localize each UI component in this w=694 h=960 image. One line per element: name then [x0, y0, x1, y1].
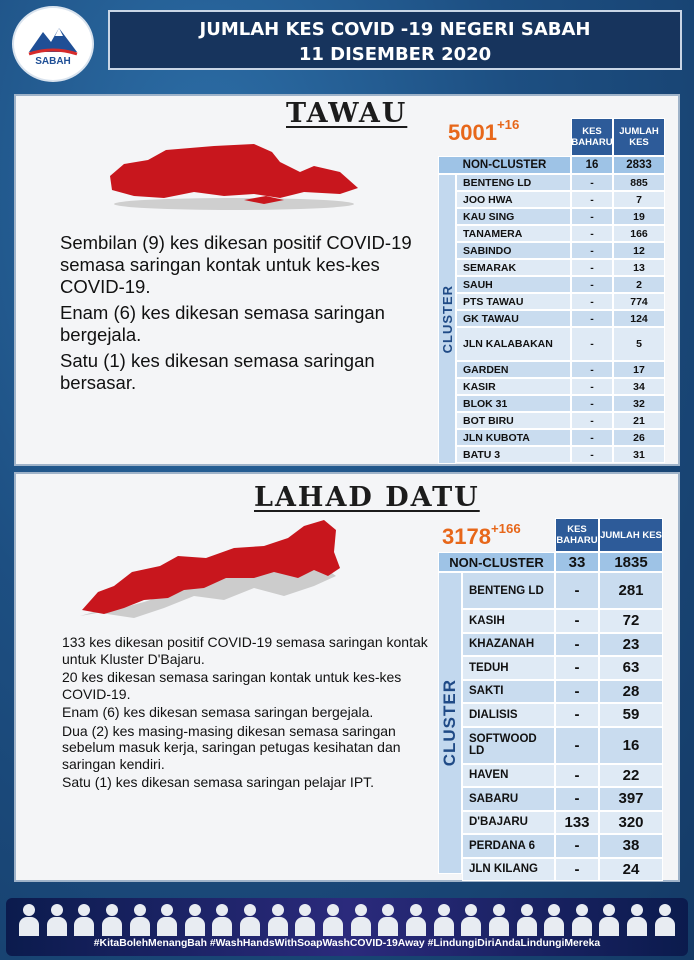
cluster-new-cases: -	[571, 446, 613, 463]
cluster-name: KASIR	[456, 378, 571, 395]
cluster-name: JLN KILANG	[462, 858, 555, 882]
lahad-datu-total	[442, 521, 521, 550]
cluster-name: KASIH	[462, 609, 555, 633]
cluster-total-cases: 12	[613, 242, 665, 259]
cluster-name: JLN KUBOTA	[456, 429, 571, 446]
cluster-new-cases: -	[555, 633, 599, 657]
non-cluster-new: 33	[555, 552, 599, 572]
cluster-new-cases: -	[571, 191, 613, 208]
district-title: LAHAD DATU	[254, 482, 480, 513]
tawau-total	[448, 117, 520, 146]
cluster-total-cases: 124	[613, 310, 665, 327]
column-header-total: JUMLAH KES	[613, 118, 665, 156]
cluster-name: D'BAJARU	[462, 811, 555, 835]
cluster-new-cases: -	[571, 327, 613, 361]
cluster-total-cases: 23	[599, 633, 663, 657]
page-title	[108, 10, 682, 70]
cluster-new-cases: -	[571, 225, 613, 242]
column-header-new: KES BAHARU	[555, 518, 599, 552]
cluster-new-cases: -	[571, 429, 613, 446]
cluster-total-cases: 32	[613, 395, 665, 412]
frontliner-figure-icon	[598, 902, 620, 936]
frontliner-figure-icon	[18, 902, 40, 936]
table-row	[462, 609, 663, 633]
frontliner-figure-icon	[267, 902, 289, 936]
table-row	[456, 361, 665, 378]
total-count: 5001	[448, 120, 497, 145]
cluster-name: SABINDO	[456, 242, 571, 259]
non-cluster-total: 1835	[599, 552, 663, 572]
description-paragraph: Sembilan (9) kes dikesan positif COVID-19 semasa saringan kontak untuk kes-kes COVID-19.	[60, 232, 412, 297]
cluster-total-cases: 17	[613, 361, 665, 378]
non-cluster-row	[438, 156, 665, 174]
table-row	[462, 858, 663, 882]
cluster-total-cases: 22	[599, 764, 663, 788]
cluster-total-cases: 21	[613, 412, 665, 429]
column-header-total: JUMLAH KES	[599, 518, 663, 552]
cluster-total-cases: 2	[613, 276, 665, 293]
table-row	[456, 225, 665, 242]
cluster-total-cases: 13	[613, 259, 665, 276]
tawau-map-icon	[104, 142, 364, 212]
description-paragraph: Enam (6) kes dikesan semasa saringan bergejala.	[62, 704, 374, 720]
non-cluster-label: NON-CLUSTER	[438, 552, 555, 572]
cluster-new-cases: -	[555, 680, 599, 704]
cluster-total-cases: 397	[599, 787, 663, 811]
logo-text: SABAH	[35, 55, 71, 67]
cluster-total-cases: 774	[613, 293, 665, 310]
cluster-name: SAUH	[456, 276, 571, 293]
cluster-new-cases: -	[555, 834, 599, 858]
cluster-name: JOO HWA	[456, 191, 571, 208]
cluster-total-cases: 26	[613, 429, 665, 446]
table-row	[456, 310, 665, 327]
frontliner-figure-icon	[101, 902, 123, 936]
cluster-label	[438, 572, 462, 874]
cluster-name: DIALISIS	[462, 703, 555, 727]
table-row	[456, 293, 665, 310]
cluster-name: GARDEN	[456, 361, 571, 378]
cluster-new-cases: -	[555, 572, 599, 609]
cluster-total-cases: 28	[599, 680, 663, 704]
table-row	[456, 174, 665, 191]
frontliner-figure-icon	[46, 902, 68, 936]
cluster-total-cases: 34	[613, 378, 665, 395]
non-cluster-label: NON-CLUSTER	[438, 156, 571, 174]
frontliner-figure-icon	[73, 902, 95, 936]
cluster-new-cases: 133	[555, 811, 599, 835]
cluster-name: BLOK 31	[456, 395, 571, 412]
table-row	[462, 834, 663, 858]
description-paragraph: Satu (1) kes dikesan semasa saringan pelajar IPT.	[62, 774, 375, 790]
cluster-name: SEMARAK	[456, 259, 571, 276]
district-title: TAWAU	[286, 98, 408, 129]
cluster-new-cases: -	[571, 361, 613, 378]
mountain-emblem-icon	[25, 22, 81, 58]
frontliner-figure-icon	[239, 902, 261, 936]
table-row	[456, 429, 665, 446]
non-cluster-total: 2833	[613, 156, 665, 174]
table-row	[456, 242, 665, 259]
frontliner-figure-icon	[433, 902, 455, 936]
description-paragraph: 133 kes dikesan positif COVID-19 semasa saringan kontak untuk Kluster D'Bajaru.	[62, 634, 428, 667]
cluster-name: SAKTI	[462, 680, 555, 704]
cluster-total-cases: 7	[613, 191, 665, 208]
column-header-new: KES BAHARU	[571, 118, 613, 156]
cluster-total-cases: 31	[613, 446, 665, 463]
cluster-new-cases: -	[555, 703, 599, 727]
frontliner-figure-icon	[184, 902, 206, 936]
description-paragraph: Satu (1) kes dikesan semasa saringan bersasar.	[60, 350, 375, 393]
cluster-name: TANAMERA	[456, 225, 571, 242]
cluster-name: BOT BIRU	[456, 412, 571, 429]
cluster-total-cases: 59	[599, 703, 663, 727]
cluster-total-cases: 320	[599, 811, 663, 835]
cluster-name: JLN KALABAKAN	[456, 327, 571, 361]
table-row	[456, 208, 665, 225]
title-line-1: JUMLAH KES COVID -19 NEGERI SABAH	[199, 19, 591, 40]
cluster-total-cases: 24	[599, 858, 663, 882]
cluster-new-cases: -	[571, 174, 613, 191]
table-row	[462, 764, 663, 788]
non-cluster-new: 16	[571, 156, 613, 174]
lahad-datu-map-icon	[74, 516, 354, 626]
table-row	[456, 378, 665, 395]
lahad-datu-panel	[14, 472, 680, 882]
cluster-total-cases: 38	[599, 834, 663, 858]
footer-banner	[6, 898, 688, 956]
frontliner-figure-icon	[460, 902, 482, 936]
table-row	[456, 259, 665, 276]
tawau-description	[60, 232, 430, 398]
cluster-new-cases: -	[571, 293, 613, 310]
frontliner-figure-icon	[626, 902, 648, 936]
cluster-new-cases: -	[555, 764, 599, 788]
table-row	[462, 727, 663, 764]
cluster-name: PERDANA 6	[462, 834, 555, 858]
table-row	[456, 395, 665, 412]
cluster-new-cases: -	[571, 259, 613, 276]
cluster-name: TEDUH	[462, 656, 555, 680]
cluster-new-cases: -	[571, 412, 613, 429]
frontliner-figure-icon	[571, 902, 593, 936]
frontliner-figure-icon	[488, 902, 510, 936]
cluster-label-text: CLUSTER	[440, 679, 459, 767]
jkn-sabah-logo	[12, 6, 94, 82]
frontliner-figure-icon	[129, 902, 151, 936]
new-cases-count: +166	[490, 521, 521, 537]
cluster-new-cases: -	[555, 727, 599, 764]
description-paragraph: 20 kes dikesan semasa saringan kontak untuk kes-kes COVID-19.	[62, 669, 402, 702]
cluster-label-text: CLUSTER	[439, 284, 455, 354]
cluster-total-cases: 166	[613, 225, 665, 242]
frontliner-figure-icon	[350, 902, 372, 936]
cluster-name: BATU 3	[456, 446, 571, 463]
cluster-name: SOFTWOOD LD	[462, 727, 555, 764]
frontliner-figure-icon	[156, 902, 178, 936]
cluster-name: BENTENG LD	[462, 572, 555, 609]
frontliner-figure-icon	[294, 902, 316, 936]
frontliner-figure-icon	[516, 902, 538, 936]
cluster-total-cases: 19	[613, 208, 665, 225]
cluster-name: KHAZANAH	[462, 633, 555, 657]
cluster-new-cases: -	[555, 858, 599, 882]
non-cluster-row	[438, 552, 663, 572]
tawau-cluster-table	[456, 174, 665, 463]
cluster-total-cases: 5	[613, 327, 665, 361]
frontliner-figure-icon	[405, 902, 427, 936]
description-paragraph: Enam (6) kes dikesan semasa saringan bergejala.	[60, 302, 385, 345]
cluster-new-cases: -	[571, 395, 613, 412]
table-row	[456, 191, 665, 208]
table-row	[456, 327, 665, 361]
cluster-new-cases: -	[555, 609, 599, 633]
table-row	[462, 811, 663, 835]
hashtags: #KitaBolehMenangBah #WashHandsWithSoapWashCOVID-19Away #LindungiDiriAndaLindungiMereka	[93, 938, 601, 949]
cluster-new-cases: -	[571, 310, 613, 327]
cluster-new-cases: -	[555, 656, 599, 680]
table-row	[462, 703, 663, 727]
cluster-new-cases: -	[571, 276, 613, 293]
table-row	[462, 787, 663, 811]
lahad-datu-description	[62, 634, 432, 793]
frontliner-figures	[18, 902, 676, 936]
description-paragraph: Dua (2) kes masing-masing dikesan semasa saringan sebelum masuk kerja, saringan petugas kesihatan dan saringan kendiri.	[62, 722, 401, 772]
cluster-name: BENTENG LD	[456, 174, 571, 191]
cluster-total-cases: 281	[599, 572, 663, 609]
cluster-name: GK TAWAU	[456, 310, 571, 327]
cluster-name: PTS TAWAU	[456, 293, 571, 310]
frontliner-figure-icon	[211, 902, 233, 936]
cluster-name: SABARU	[462, 787, 555, 811]
table-row	[456, 412, 665, 429]
frontliner-figure-icon	[322, 902, 344, 936]
cluster-new-cases: -	[571, 378, 613, 395]
cluster-new-cases: -	[571, 242, 613, 259]
cluster-total-cases: 72	[599, 609, 663, 633]
cluster-name: KAU SING	[456, 208, 571, 225]
lahad-datu-cluster-table	[462, 572, 663, 881]
cluster-total-cases: 885	[613, 174, 665, 191]
table-row	[462, 656, 663, 680]
table-row	[462, 633, 663, 657]
title-date: 11 DISEMBER 2020	[298, 44, 492, 65]
cluster-total-cases: 16	[599, 727, 663, 764]
table-row	[456, 276, 665, 293]
table-row	[462, 680, 663, 704]
tawau-panel	[14, 94, 680, 466]
table-row	[462, 572, 663, 609]
frontliner-figure-icon	[377, 902, 399, 936]
total-count: 3178	[442, 524, 491, 549]
cluster-total-cases: 63	[599, 656, 663, 680]
frontliner-figure-icon	[543, 902, 565, 936]
new-cases-count: +16	[496, 117, 520, 133]
cluster-label	[438, 174, 456, 464]
cluster-new-cases: -	[555, 787, 599, 811]
frontliner-figure-icon	[654, 902, 676, 936]
cluster-name: HAVEN	[462, 764, 555, 788]
cluster-new-cases: -	[571, 208, 613, 225]
table-row	[456, 446, 665, 463]
